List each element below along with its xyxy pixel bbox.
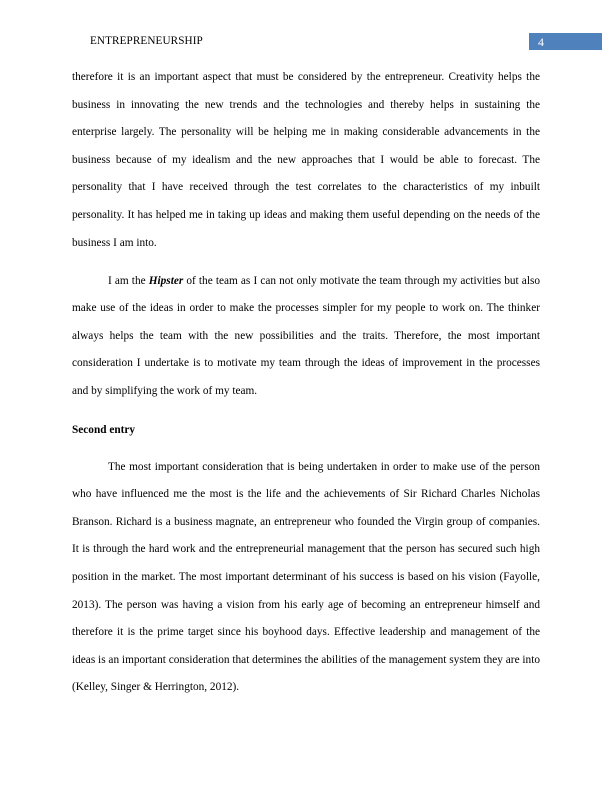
running-head: ENTREPRENEURSHIP xyxy=(90,35,203,47)
page-number-box xyxy=(529,33,602,50)
paragraph-2-rest: of the team as I can not only motivate the team through my activities but also make use of the ideas in order to make the processes simpler for my people to work on. The thinker always helps the team with the new possibilities and the traits. Therefore, the most important consideration I undertake is to motivate my team through the ideas of improvement in the processes and by simplifying the work of my team. xyxy=(72,274,540,398)
hipster-emphasis: Hipster xyxy=(148,274,184,287)
paragraph-3: The most important consideration that is being undertaken in order to make use of the person who have influenced me the most is the life and the achievements of Sir Richard Charles Nicholas Branson. Richard is a business magnate, an entrepreneur who founded the Virgin group of companies. It is through the hard work and the entrepreneurial management that the person has secured such high position in the market. The most important determinant of his success is based on his vision (Fayolle, 2013). The person was having a vision from his early age of becoming an entrepreneur himself and therefore it is the prime target since his boyhood days. Effective leadership and management of the ideas is an important consideration that determines the abilities of the management system they are into (Kelley, Singer & Herrington, 2012). xyxy=(72,460,540,694)
paragraph-2-lead: I am the xyxy=(108,274,149,287)
paragraph-2 xyxy=(72,268,540,406)
paragraph-1: therefore it is an important aspect that must be considered by the entrepreneur. Creativity helps the business in innovating the new trends and the technologies and thereby helps in sustaining the enterprise largely. The personality will be helping me in making considerable advancements in the business because of my idealism and the new approaches that I would be able to forecast. The personality that I have received through the test correlates to the characteristics of my inbuilt personality. It has helped me in taking up ideas and making them useful depending on the needs of the business I am into. xyxy=(72,71,540,249)
document-body xyxy=(72,64,540,702)
section-heading: Second entry xyxy=(72,423,136,436)
page-number: 4 xyxy=(538,35,544,49)
